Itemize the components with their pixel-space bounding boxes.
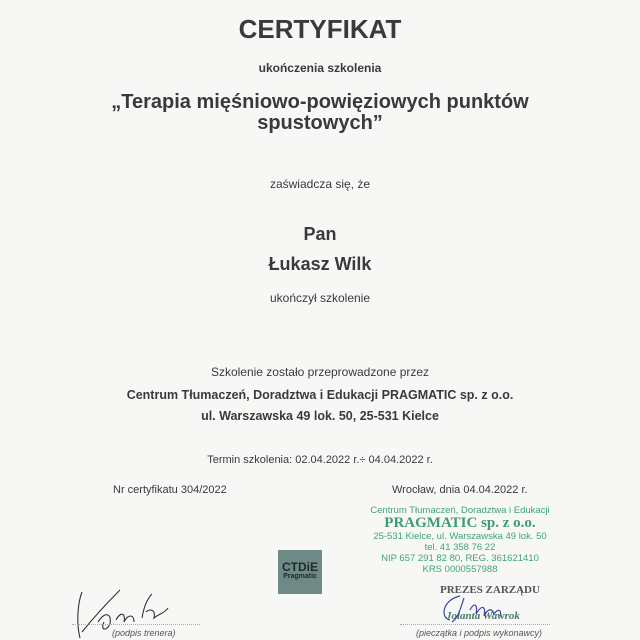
logo-subtext: Pragmatic xyxy=(283,573,317,580)
executor-caption: (pieczątka i podpis wykonawcy) xyxy=(416,628,543,638)
completed-text: ukończył szkolenie xyxy=(269,291,371,305)
stamp-line: 25-531 Kielce, ul. Warszawska 49 lok. 50 xyxy=(373,531,547,542)
stamp-line: Centrum Tłumaczeń, Doradztwa i Edukacji xyxy=(370,505,550,516)
stamp-person: Jolanta Wawrok xyxy=(446,610,520,622)
training-term: Termin szkolenia: 02.04.2022 r.÷ 04.04.2022 r. xyxy=(207,454,433,466)
trainer-signature-line xyxy=(72,624,200,625)
stamp-company: PRAGMATIC sp. z o.o. xyxy=(384,515,536,531)
executor-signature-line xyxy=(400,624,550,625)
organization-address: ul. Warszawska 49 lok. 50, 25-531 Kielce xyxy=(201,409,439,423)
salutation: Pan xyxy=(303,224,337,244)
ctdie-logo xyxy=(278,550,322,594)
trainer-caption: (podpis trenera) xyxy=(112,628,176,638)
certificate-title: CERTYFIKAT xyxy=(238,14,402,44)
company-stamp xyxy=(370,505,550,575)
course-title-line1: „Terapia mięśniowo-powięziowych punktów xyxy=(111,91,529,113)
conducted-by-text: Szkolenie zostało przeprowadzone przez xyxy=(210,365,430,379)
certifies-text: zaświadcza się, że xyxy=(269,177,371,191)
organization-name: Centrum Tłumaczeń, Doradztwa i Edukacji PRAGMATIC sp. z o.o. xyxy=(126,388,514,402)
course-title-line2: spustowych” xyxy=(257,112,383,134)
stamp-line: KRS 0000557988 xyxy=(422,564,498,575)
logo-text: CTDiE xyxy=(282,560,318,574)
stamp-line: NIP 657 291 82 80, REG. 361621410 xyxy=(381,553,539,564)
executor-signature xyxy=(430,590,520,626)
certificate-number: Nr certyfikatu 304/2022 xyxy=(113,484,227,496)
recipient-name: Łukasz Wilk xyxy=(268,254,372,274)
certificate-subtitle: ukończenia szkolenia xyxy=(258,61,382,75)
stamp-line: tel. 41 358 76 22 xyxy=(424,542,496,553)
place-date: Wrocław, dnia 04.04.2022 r. xyxy=(392,484,528,496)
stamp-role: PREZES ZARZĄDU xyxy=(440,584,540,596)
